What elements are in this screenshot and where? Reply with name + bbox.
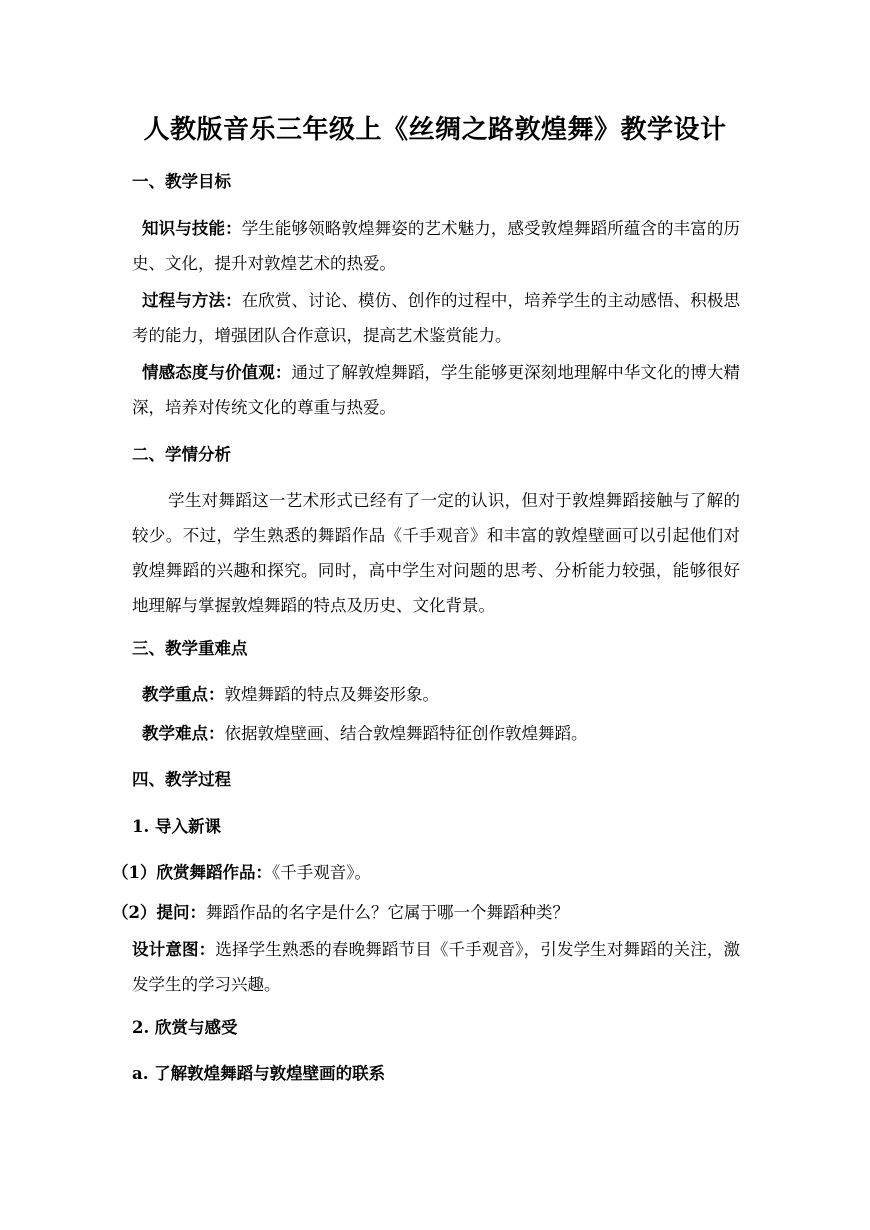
item-2-text: 舞蹈作品的名字是什么？它属于哪一个舞蹈种类？ (205, 903, 569, 922)
knowledge-label: 知识与技能： (142, 219, 242, 238)
difficult-point-text: 依据敦煌壁画、结合敦煌舞蹈特征创作敦煌舞蹈。 (224, 724, 588, 743)
key-point-label: 教学重点： (142, 685, 225, 704)
process-text: 在欣赏、讨论、模仿、创作的过程中，培养学生的主动感悟、积极思考的能力，增强团队合作意识，提高艺术鉴赏能力。 (132, 291, 741, 345)
section-heading-analysis: 二、学情分析 (132, 445, 231, 464)
paragraph-analysis: 学生对舞蹈这一艺术形式已经有了一定的认识，但对于敦煌舞蹈接触与了解的较少。不过，学生熟悉的舞蹈作品《千手观音》和丰富的敦煌壁画可以引起他们对敦煌舞蹈的兴趣和探究。同时，高中学生对问题的思考、分析能力较强，能够很好地理解与掌握敦煌舞蹈的特点及历史、文化背景。 (132, 491, 740, 615)
step-1-heading: 1. 导入新课 (132, 817, 221, 836)
emotion-text: 通过了解敦煌舞蹈，学生能够更深刻地理解中华文化的博大精深，培养对传统文化的尊重与热爱。 (132, 363, 741, 417)
line-key-point (142, 683, 439, 707)
section-heading-objectives: 一、教学目标 (132, 172, 231, 191)
section-heading-process: 四、教学过程 (132, 770, 231, 789)
design-intent-label: 设计意图： (132, 940, 216, 959)
paragraph-process (132, 283, 740, 353)
paragraph-design-intent (132, 932, 740, 1002)
document-title: 人教版音乐三年级上《丝绸之路敦煌舞》教学设计 (143, 115, 727, 145)
key-point-text: 敦煌舞蹈的特点及舞姿形象。 (224, 685, 439, 704)
knowledge-text: 学生能够领略敦煌舞姿的艺术魅力，感受敦煌舞蹈所蕴含的丰富的历史、文化，提升对敦煌艺术的热爱。 (132, 219, 741, 273)
step-2a-heading: a. 了解敦煌舞蹈与敦煌壁画的联系 (132, 1064, 386, 1083)
process-label: 过程与方法： (142, 291, 242, 310)
item-1 (112, 861, 371, 885)
item-2-label: （2）提问： (112, 903, 206, 922)
item-1-label: （1）欣赏舞蹈作品： (112, 863, 272, 882)
design-intent-text: 选择学生熟悉的春晚舞蹈节目《千手观音》，引发学生对舞蹈的关注，激发学生的学习兴趣。 (132, 940, 741, 994)
line-difficult-point (142, 722, 588, 746)
difficult-point-label: 教学难点： (142, 724, 225, 743)
paragraph-knowledge (132, 211, 740, 281)
paragraph-emotion (132, 355, 740, 425)
item-2 (112, 901, 569, 925)
emotion-label: 情感态度与价值观： (142, 363, 292, 382)
step-2-heading: 2. 欣赏与感受 (132, 1018, 238, 1037)
section-heading-key-points: 三、教学重难点 (132, 639, 248, 658)
item-1-text: 《千手观音》。 (271, 863, 371, 882)
